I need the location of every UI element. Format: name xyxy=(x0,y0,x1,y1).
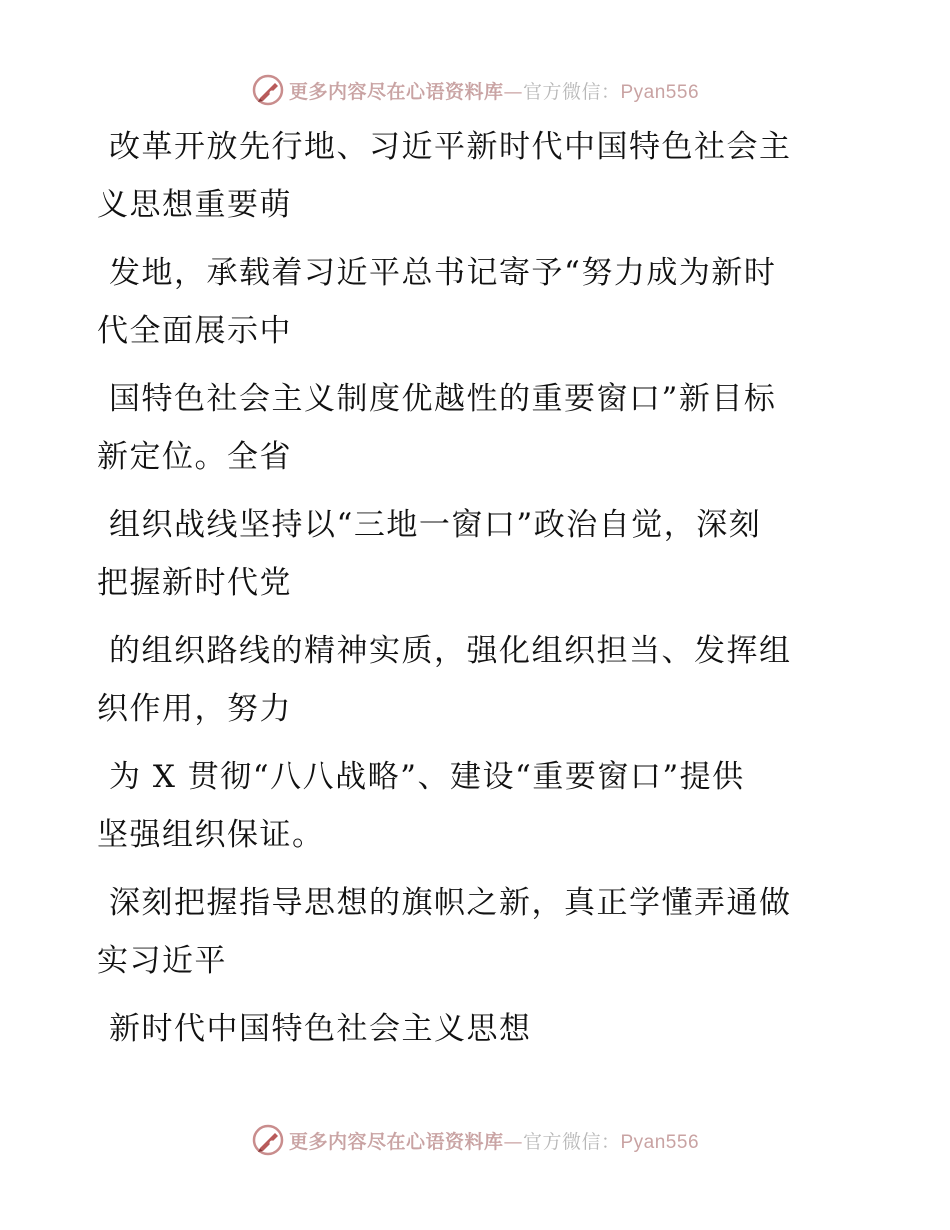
paragraph xyxy=(97,496,857,612)
paragraph xyxy=(97,1000,857,1058)
pen-logo-icon xyxy=(251,1123,285,1157)
paragraph-line: 实习近平 xyxy=(97,943,227,979)
paragraph-line: 发地，承载着习近平总书记寄予“努力成为新时 xyxy=(109,255,777,291)
paragraph-line: 义思想重要萌 xyxy=(97,187,292,223)
paragraph-line: 新时代中国特色社会主义思想 xyxy=(109,1011,532,1047)
paragraph xyxy=(97,874,857,990)
pen-logo-icon xyxy=(251,73,285,107)
document-body xyxy=(97,118,857,1068)
paragraph-line: 的组织路线的精神实质，强化组织担当、发挥组 xyxy=(109,633,792,669)
paragraph-line: 织作用，努力 xyxy=(97,691,292,727)
paragraph xyxy=(97,370,857,486)
paragraph xyxy=(97,118,857,234)
paragraph-line: 坚强组织保证。 xyxy=(97,817,325,853)
paragraph-line: 把握新时代党 xyxy=(97,565,292,601)
paragraph-line: 代全面展示中 xyxy=(97,313,292,349)
watermark-text: 更多内容尽在心语资料库—官方微信：Pyan556 xyxy=(288,80,700,103)
paragraph-line: 深刻把握指导思想的旗帜之新，真正学懂弄通做 xyxy=(109,885,792,921)
paragraph xyxy=(97,622,857,738)
paragraph-line: 国特色社会主义制度优越性的重要窗口”新目标 xyxy=(109,381,777,417)
watermark-header xyxy=(0,70,950,110)
paragraph xyxy=(97,244,857,360)
paragraph-line: 改革开放先行地、习近平新时代中国特色社会主 xyxy=(109,129,792,165)
paragraph-line: 为 X 贯彻“八八战略”、建设“重要窗口”提供 xyxy=(109,759,745,795)
watermark-footer xyxy=(0,1120,950,1160)
paragraph-line: 组织战线坚持以“三地一窗口”政治自觉，深刻 xyxy=(109,507,762,543)
paragraph-line: 新定位。全省 xyxy=(97,439,292,475)
paragraph xyxy=(97,748,857,864)
watermark-text: 更多内容尽在心语资料库—官方微信：Pyan556 xyxy=(288,1130,700,1153)
